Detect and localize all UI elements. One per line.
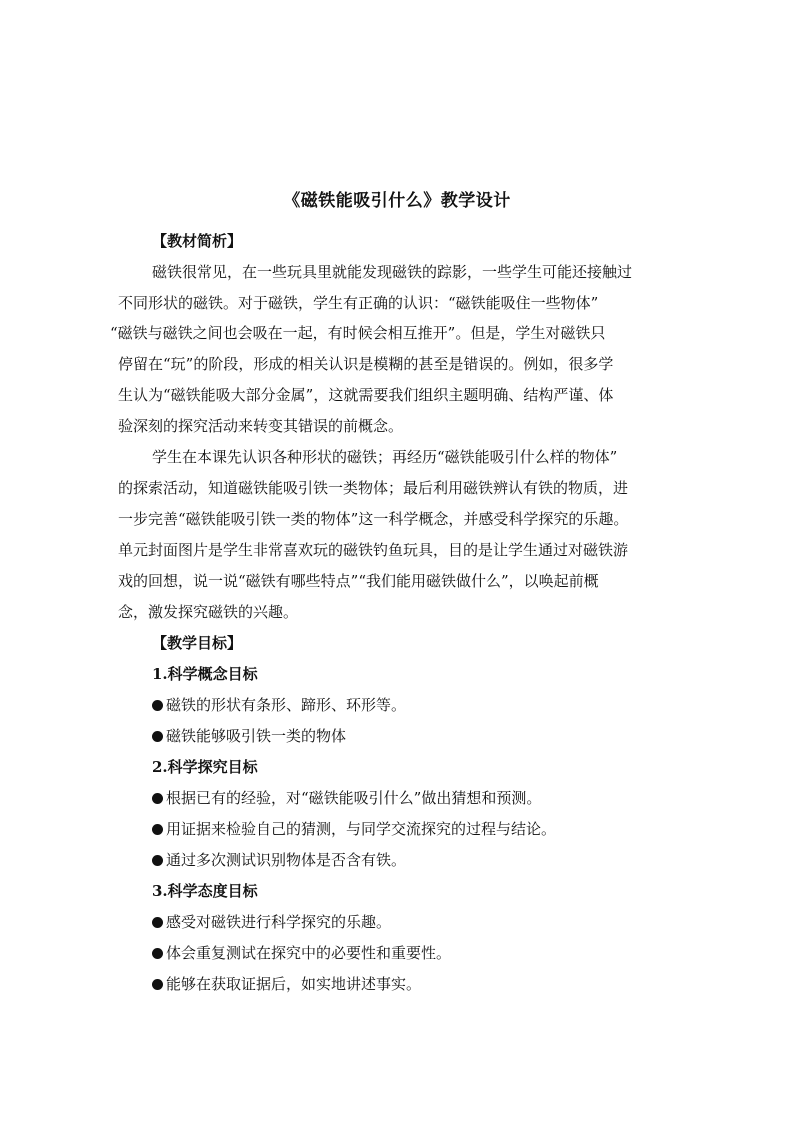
objective-bullet — [152, 973, 421, 995]
paragraph-line: 不同形状的磁铁。对于磁铁，学生有正确的认识：“磁铁能吸住一些物体” — [118, 294, 599, 312]
paragraph-line: “磁铁与磁铁之间也会吸在一起，有时候会相互推开”。但是，学生对磁铁只 — [110, 324, 606, 342]
objective-bullet-text: 用证据来检验自己的猜测，与同学交流探究的过程与结论。 — [166, 820, 557, 838]
objective-bullet — [152, 942, 451, 964]
objective-bullet-text: 磁铁能够吸引铁一类的物体 — [166, 727, 347, 745]
paragraph-line: 一步完善“磁铁能吸引铁一类的物体”这一科学概念，并感受科学探究的乐趣。 — [118, 510, 629, 528]
bullet-dot-icon — [152, 979, 163, 990]
objective-bullet — [152, 818, 556, 840]
bullet-dot-icon — [152, 948, 163, 959]
bullet-dot-icon — [152, 917, 163, 928]
objective-bullet — [152, 849, 406, 871]
objective-bullet-text: 磁铁的形状有条形、蹄形、环形等。 — [166, 696, 407, 714]
objective-bullet — [152, 787, 541, 809]
objective-bullet — [152, 725, 346, 747]
objective-bullet — [152, 911, 391, 933]
objective-bullet-text: 体会重复测试在探究中的必要性和重要性。 — [166, 944, 452, 962]
paragraph-line: 学生在本课先认识各种形状的磁铁；再经历“磁铁能吸引什么样的物体” — [152, 448, 618, 466]
bullet-dot-icon — [152, 793, 163, 804]
objective-bullet-text: 通过多次测试识别物体是否含有铁。 — [166, 851, 407, 869]
bullet-dot-icon — [152, 855, 163, 866]
paragraph-line: 念，激发探究磁铁的兴趣。 — [118, 603, 299, 621]
bullet-dot-icon — [152, 731, 163, 742]
paragraph-line: 磁铁很常见，在一些玩具里就能发现磁铁的踪影，一些学生可能还接触过 — [152, 263, 633, 281]
paragraph-line: 的探索活动，知道磁铁能吸引铁一类物体；最后利用磁铁辨认有铁的物质，进 — [118, 479, 629, 497]
objective-bullet-text: 感受对磁铁进行科学探究的乐趣。 — [166, 913, 392, 931]
paragraph-line: 停留在“玩”的阶段，形成的相关认识是模糊的甚至是错误的。例如，很多学 — [118, 355, 614, 373]
section-heading-textbook-analysis: 【教材简析】 — [152, 232, 243, 250]
objective-heading-concept: 1.科学概念目标 — [152, 665, 258, 683]
objective-bullet-text: 能够在获取证据后，如实地讲述事实。 — [166, 975, 422, 993]
bullet-dot-icon — [152, 700, 163, 711]
paragraph-line: 单元封面图片是学生非常喜欢玩的磁铁钓鱼玩具，目的是让学生通过对磁铁游 — [118, 541, 629, 559]
objective-heading-inquiry: 2.科学探究目标 — [152, 758, 258, 776]
objective-heading-attitude: 3.科学态度目标 — [152, 882, 258, 900]
objective-bullet — [152, 694, 406, 716]
bullet-dot-icon — [152, 824, 163, 835]
paragraph-line: 验深刻的探究活动来转变其错误的前概念。 — [118, 417, 404, 435]
paragraph-line: 戏的回想，说一说“磁铁有哪些特点”“我们能用磁铁做什么”，以唤起前概 — [118, 572, 599, 590]
objective-bullet-text: 根据已有的经验，对“磁铁能吸引什么”做出猜想和预测。 — [166, 789, 542, 807]
document-title: 《磁铁能吸引什么》教学设计 — [283, 191, 511, 211]
section-heading-teaching-objectives: 【教学目标】 — [152, 634, 243, 652]
paragraph-line: 生认为“磁铁能吸大部分金属”，这就需要我们组织主题明确、结构严谨、体 — [118, 386, 614, 404]
